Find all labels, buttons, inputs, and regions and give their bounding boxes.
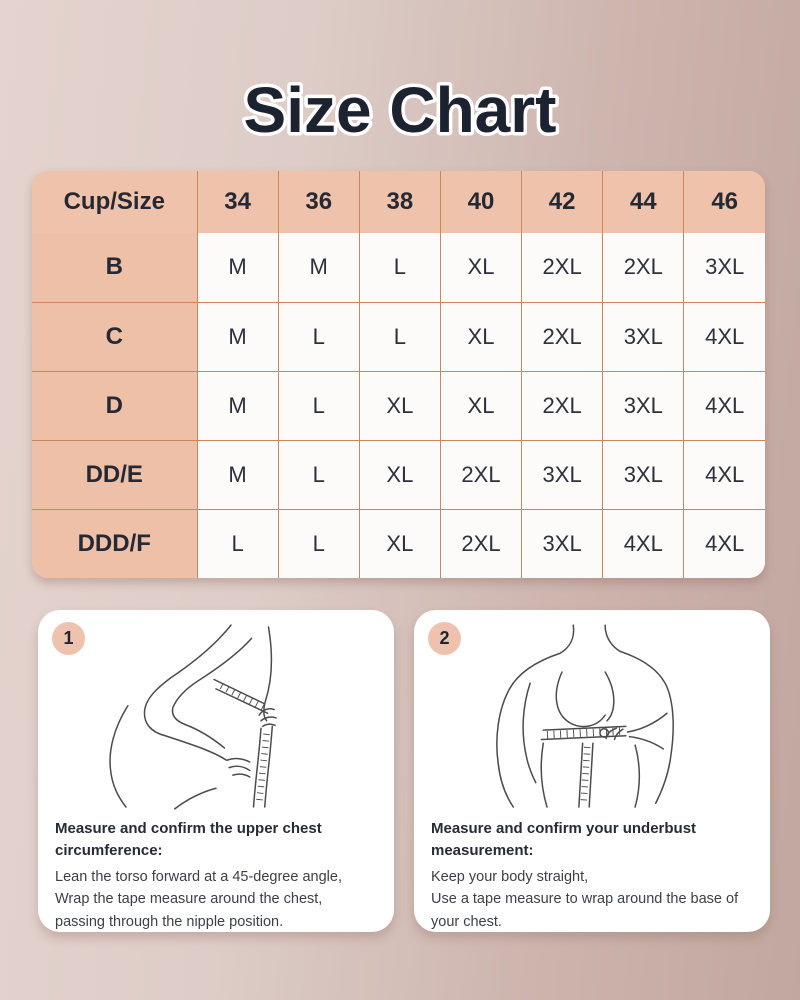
size-chart-table — [32, 171, 765, 578]
size-cell: 2XL — [440, 509, 521, 578]
cup-label: C — [32, 302, 197, 371]
instruction-card-step-2 — [414, 610, 770, 932]
size-cell: XL — [440, 371, 521, 440]
size-cell: 3XL — [603, 302, 684, 371]
instruction-text — [38, 812, 394, 933]
table-row-cup-dd-e — [32, 440, 765, 509]
size-cell: 2XL — [603, 233, 684, 302]
size-cell: M — [278, 233, 359, 302]
step-2-badge — [428, 622, 461, 655]
instruction-line: Keep your body straight, — [431, 868, 589, 885]
size-cell: XL — [440, 302, 521, 371]
size-cell: 4XL — [684, 440, 765, 509]
size-cell: 4XL — [684, 302, 765, 371]
size-cell: 4XL — [684, 509, 765, 578]
measuring-instructions — [38, 610, 770, 932]
step-number: 1 — [63, 628, 74, 648]
figure-upright-icon — [442, 622, 742, 812]
cup-label: DD/E — [32, 440, 197, 509]
size-cell: M — [197, 371, 278, 440]
size-cell: L — [359, 302, 440, 371]
size-cell: 4XL — [684, 371, 765, 440]
size-cell: 3XL — [603, 371, 684, 440]
size-cell: XL — [359, 440, 440, 509]
header-cell-size-46: 46 — [684, 171, 765, 233]
header-cell-size-36: 36 — [278, 171, 359, 233]
instruction-heading: Measure and confirm the upper chest circumference: — [55, 820, 322, 859]
cup-label: DDD/F — [32, 509, 197, 578]
header-cell-size-40: 40 — [440, 171, 521, 233]
cup-label: B — [32, 233, 197, 302]
size-cell: 2XL — [522, 302, 603, 371]
header-cell-size-34: 34 — [197, 171, 278, 233]
instruction-heading: Measure and confirm your underbust measurement: — [431, 820, 697, 859]
header-cell-cup-size: Cup/Size — [32, 171, 197, 233]
table-header-row — [32, 171, 765, 233]
step-1-badge — [52, 622, 85, 655]
step-number: 2 — [439, 628, 450, 648]
size-cell: 4XL — [603, 509, 684, 578]
size-cell: M — [197, 440, 278, 509]
size-cell: XL — [440, 233, 521, 302]
size-cell: 3XL — [522, 509, 603, 578]
measuring-underbust-figure-illustration — [414, 616, 770, 812]
header-cell-size-42: 42 — [522, 171, 603, 233]
size-cell: L — [359, 233, 440, 302]
table-row-cup-c — [32, 302, 765, 371]
instruction-line: passing through the nipple position. — [55, 913, 284, 930]
instruction-line: Use a tape measure to wrap around the base of your chest. — [431, 891, 739, 930]
size-cell: L — [278, 302, 359, 371]
size-cell: XL — [359, 371, 440, 440]
size-cell: L — [278, 440, 359, 509]
page-title-text: Size Chart — [243, 74, 557, 146]
size-cell: 3XL — [603, 440, 684, 509]
page-title — [0, 40, 800, 155]
figure-leaning-forward-icon — [66, 622, 366, 812]
size-cell: 3XL — [684, 233, 765, 302]
instruction-line: Wrap the tape measure around the chest, — [55, 891, 323, 908]
size-cell: L — [278, 509, 359, 578]
instruction-text — [414, 812, 770, 933]
size-cell: 3XL — [522, 440, 603, 509]
size-cell: M — [197, 233, 278, 302]
table-row-cup-d — [32, 371, 765, 440]
header-cell-size-38: 38 — [359, 171, 440, 233]
table-row-cup-ddd-f — [32, 509, 765, 578]
size-cell: L — [278, 371, 359, 440]
size-cell: M — [197, 302, 278, 371]
size-cell: L — [197, 509, 278, 578]
instruction-line: Lean the torso forward at a 45-degree angle, — [55, 868, 342, 885]
table-row-cup-b — [32, 233, 765, 302]
cup-label: D — [32, 371, 197, 440]
size-cell: 2XL — [440, 440, 521, 509]
size-cell: 2XL — [522, 371, 603, 440]
instruction-card-step-1 — [38, 610, 394, 932]
size-cell: XL — [359, 509, 440, 578]
measuring-chest-figure-illustration — [38, 616, 394, 812]
size-cell: 2XL — [522, 233, 603, 302]
header-cell-size-44: 44 — [603, 171, 684, 233]
